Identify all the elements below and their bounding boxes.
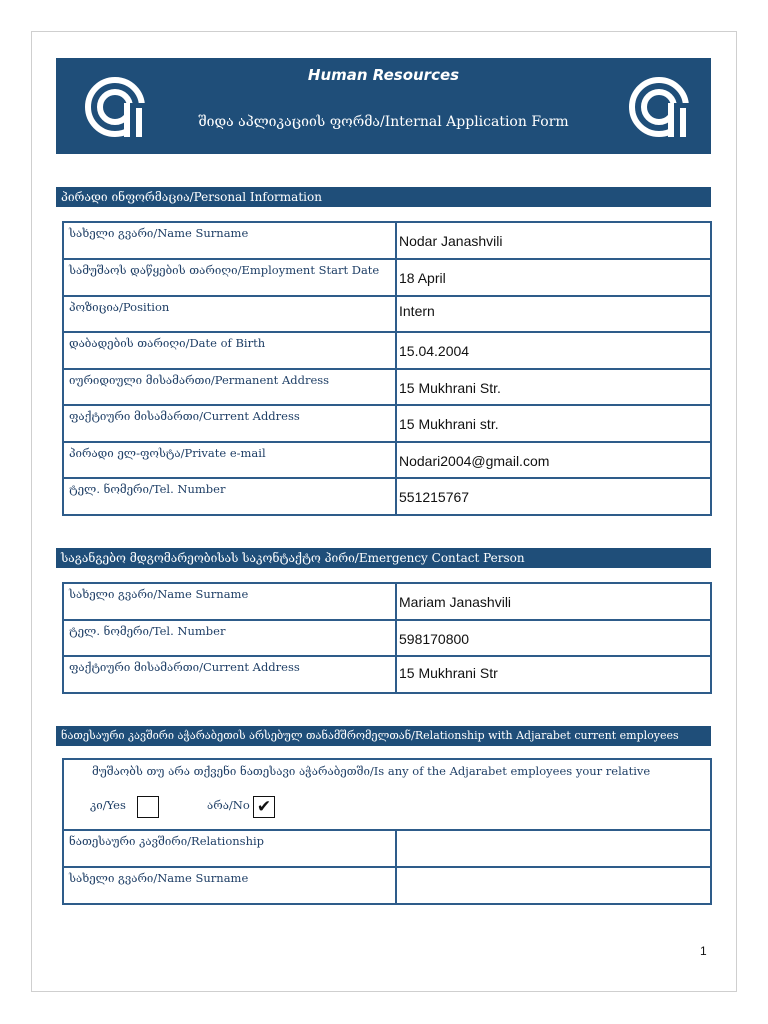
yes-label: კი/Yes bbox=[90, 798, 126, 812]
emergency-phone-field[interactable]: 598170800 bbox=[396, 620, 711, 656]
table-row bbox=[63, 442, 711, 478]
emergency-address-field[interactable]: 15 Mukhrani Str bbox=[396, 656, 711, 693]
table-row bbox=[63, 656, 711, 693]
table-row bbox=[63, 405, 711, 442]
emergency-contact-table bbox=[62, 582, 712, 694]
header-title: Human Resources bbox=[307, 66, 460, 84]
table-row bbox=[63, 222, 711, 259]
no-label: არა/No bbox=[207, 798, 250, 812]
field-label: ტელ. ნომერი/Tel. Number bbox=[63, 478, 396, 515]
table-row bbox=[63, 867, 711, 904]
field-label: იურიდიული მისამართი/Permanent Address bbox=[63, 369, 396, 405]
table-row bbox=[63, 478, 711, 515]
start-date-field[interactable]: 18 April bbox=[396, 259, 711, 296]
section-title-emergency: საგანგებო მდგომარეობისას საკონტაქტო პირი/Emergency Contact Person bbox=[56, 548, 711, 568]
position-field[interactable]: Intern bbox=[396, 296, 711, 332]
relative-name-field[interactable] bbox=[396, 867, 711, 904]
section-title-personal: პირადი ინფორმაცია/Personal Information bbox=[56, 187, 711, 207]
relationship-table bbox=[62, 829, 712, 905]
relationship-field[interactable] bbox=[396, 830, 711, 867]
relative-question-box bbox=[62, 758, 712, 831]
table-row bbox=[63, 296, 711, 332]
dob-field[interactable]: 15.04.2004 bbox=[396, 332, 711, 369]
field-label: სამუშაოს დაწყების თარიღი/Employment Start Date bbox=[63, 259, 396, 296]
personal-info-table bbox=[62, 221, 712, 516]
field-label: პოზიცია/Position bbox=[63, 296, 396, 332]
table-row bbox=[63, 830, 711, 867]
form-header bbox=[56, 58, 711, 154]
table-row bbox=[63, 332, 711, 369]
field-label: სახელი გვარი/Name Surname bbox=[63, 867, 396, 904]
current-address-field[interactable]: 15 Mukhrani str. bbox=[396, 405, 711, 442]
relative-question: მუშაობს თუ არა თქვენი ნათესავი აჭარაბეთში/Is any of the Adjarabet employees your relative bbox=[92, 764, 651, 778]
section-title-relationship: ნათესაური კავშირი აჭარაბეთის არსებულ თანამშრომელთან/Relationship with Adjarabet current employees bbox=[56, 726, 711, 746]
field-label: ტელ. ნომერი/Tel. Number bbox=[63, 620, 396, 656]
company-logo-icon bbox=[628, 76, 690, 138]
field-label: ფაქტიური მისამართი/Current Address bbox=[63, 405, 396, 442]
table-row bbox=[63, 583, 711, 620]
field-label: სახელი გვარი/Name Surname bbox=[63, 222, 396, 259]
table-row bbox=[63, 369, 711, 405]
emergency-name-field[interactable]: Mariam Janashvili bbox=[396, 583, 711, 620]
table-row bbox=[63, 620, 711, 656]
permanent-address-field[interactable]: 15 Mukhrani Str. bbox=[396, 369, 711, 405]
field-label: ნათესაური კავშირი/Relationship bbox=[63, 830, 396, 867]
name-field[interactable]: Nodar Janashvili bbox=[396, 222, 711, 259]
header-subtitle: შიდა აპლიკაციის ფორმა/Internal Application Form bbox=[198, 114, 569, 130]
page-number: 1 bbox=[700, 944, 707, 958]
yes-checkbox[interactable] bbox=[137, 796, 159, 818]
field-label: ფაქტიური მისამართი/Current Address bbox=[63, 656, 396, 693]
field-label: დაბადების თარიღი/Date of Birth bbox=[63, 332, 396, 369]
no-checkbox[interactable]: ✔ bbox=[253, 796, 275, 818]
field-label: სახელი გვარი/Name Surname bbox=[63, 583, 396, 620]
field-label: პირადი ელ-ფოსტა/Private e-mail bbox=[63, 442, 396, 478]
email-field[interactable]: Nodari2004@gmail.com bbox=[396, 442, 711, 478]
table-row bbox=[63, 259, 711, 296]
phone-field[interactable]: 551215767 bbox=[396, 478, 711, 515]
